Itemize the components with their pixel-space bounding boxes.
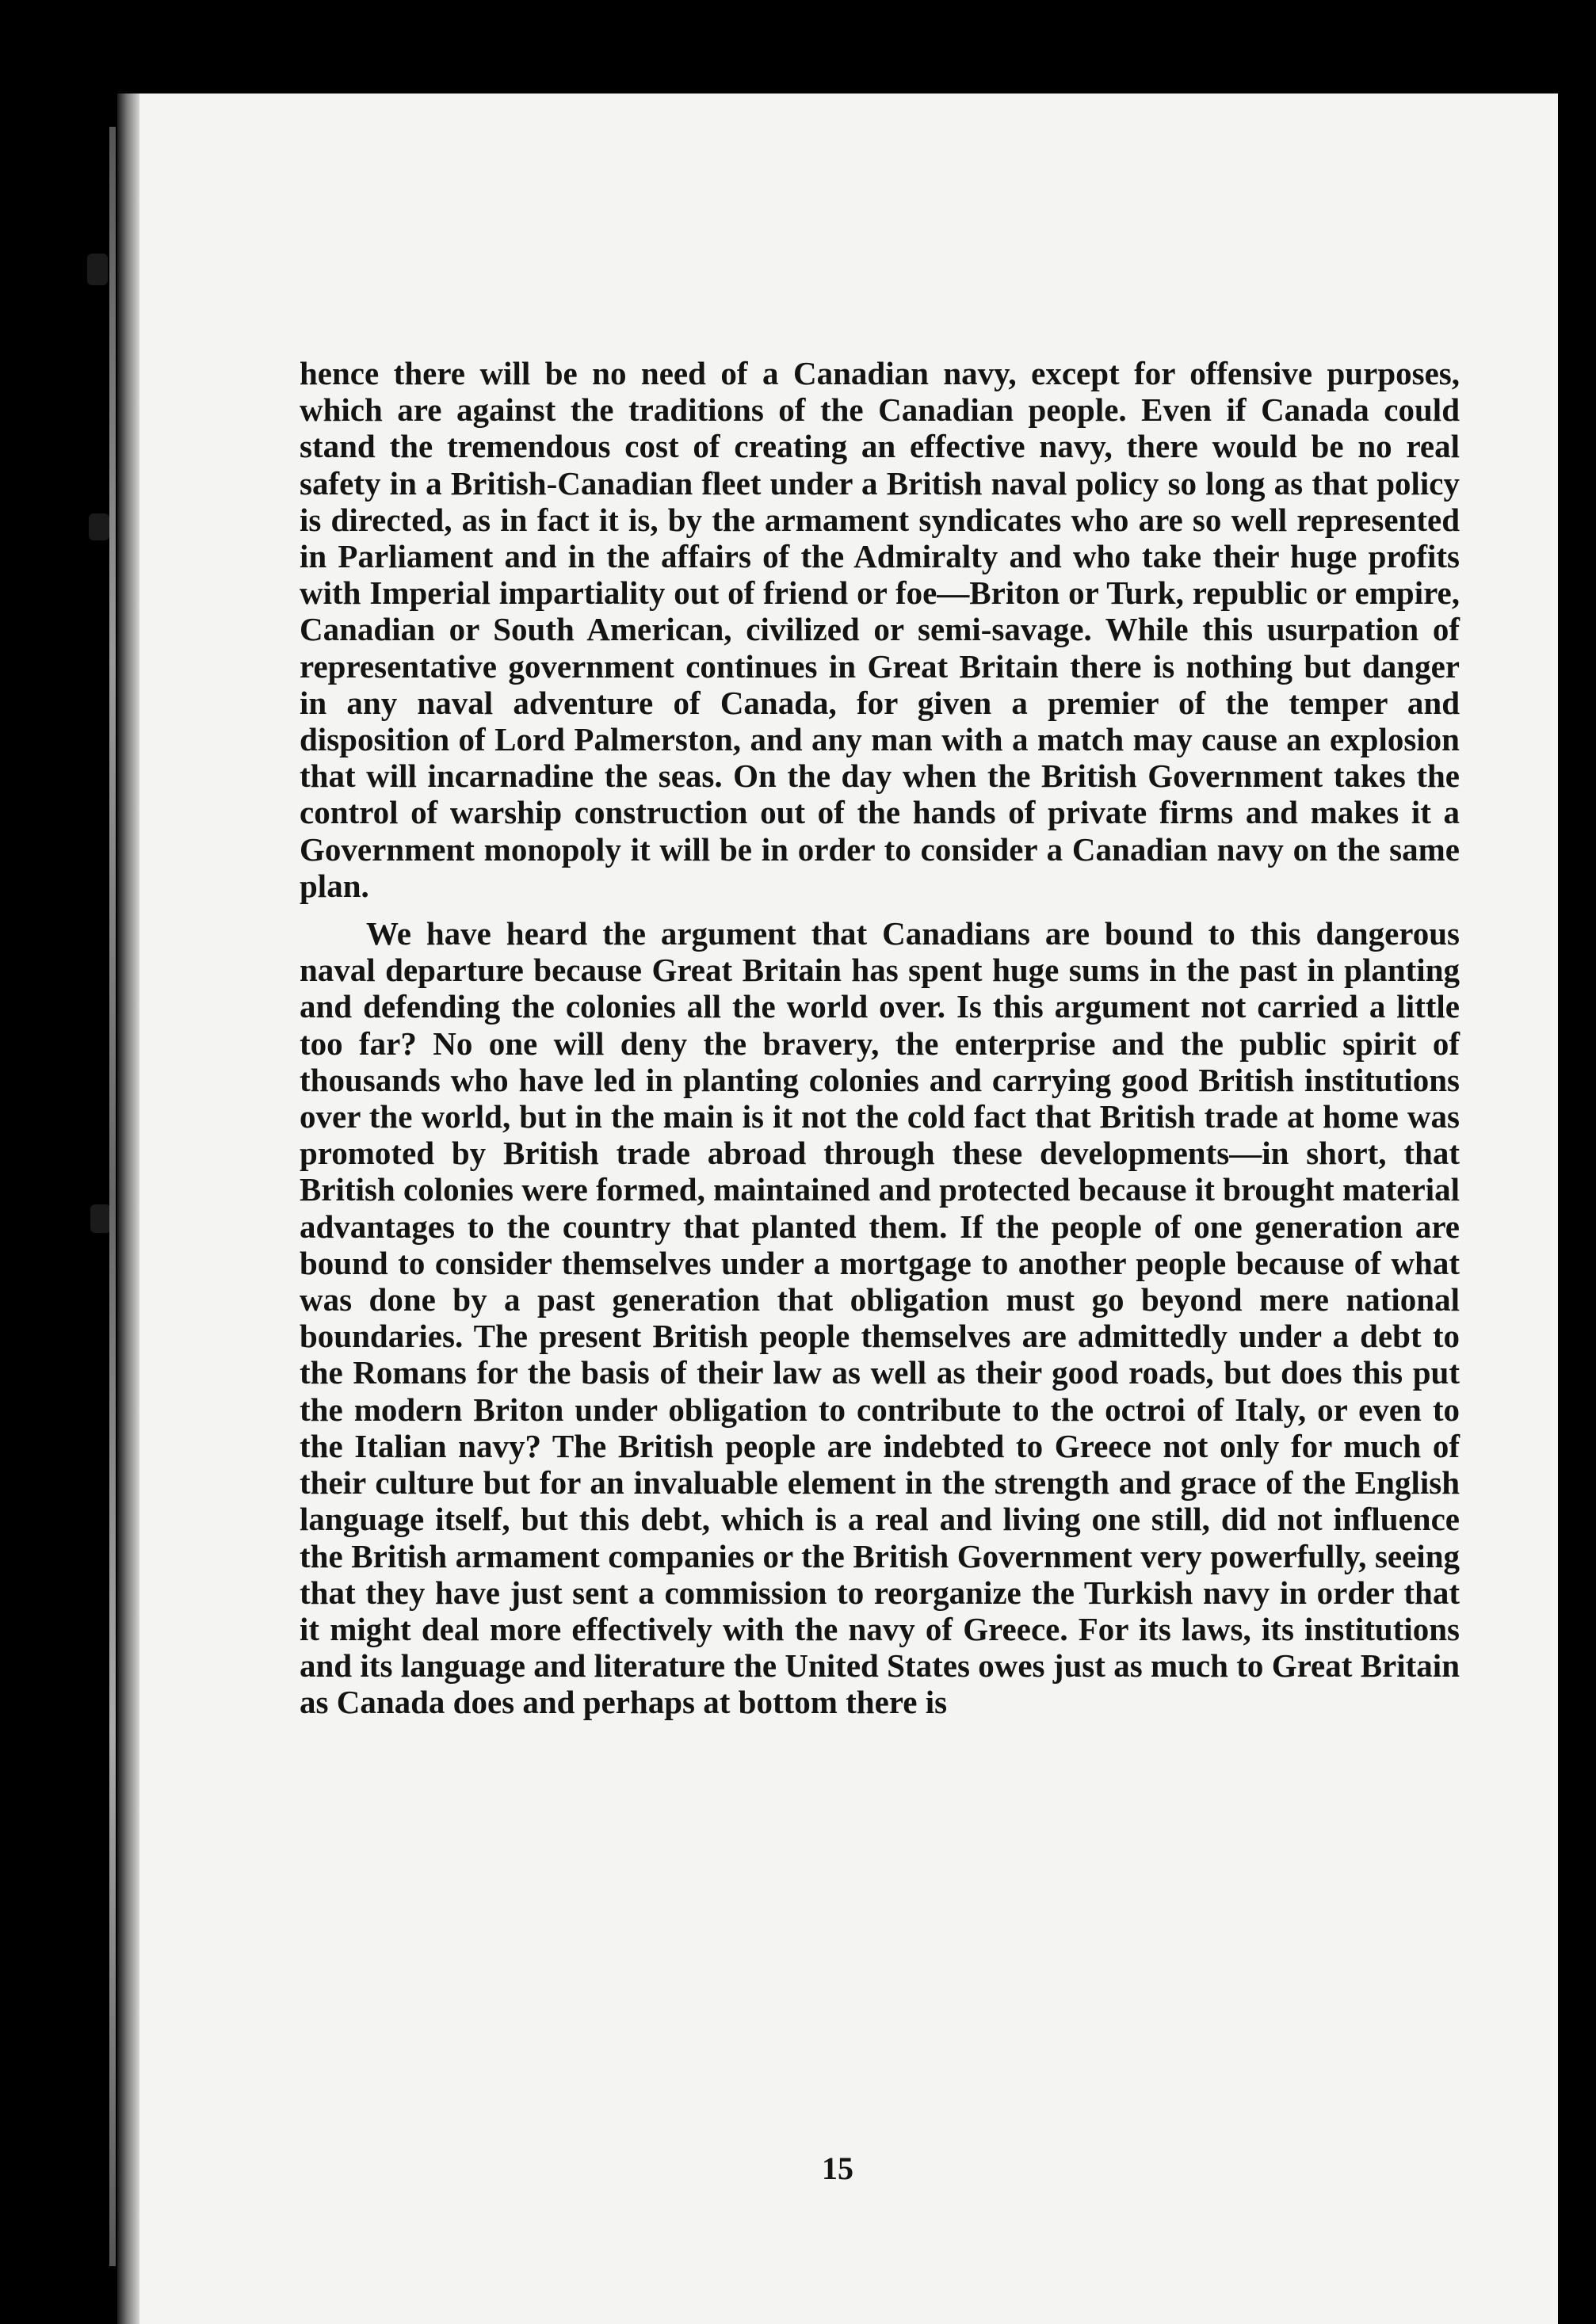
page-binding-edge: [117, 93, 139, 2324]
binding-shadow: [109, 127, 116, 2266]
paragraph-1: hence there will be no need of a Canadian navy, except for offensive purposes, which are against the traditions of the Canadian people. Even if Canada could stand the tremendous cost of creating an effective navy, there would be no real safety in a British-Canadian fleet under a British naval policy so long as that policy is directed, as in fact it is, by the armament syndicates who are so well represented in Parliament and in the affairs of the Admiralty and who take their huge profits with Imperial impartiality out of friend or foe—Briton or Turk, republic or empire, Canadian or South American, civilized or semi-savage. While this usurpation of representative government continues in Great Britain there is nothing but danger in any naval adventure of Canada, for given a premier of the temper and disposition of Lord Palmerston, and any man with a match may cause an explosion that will incarnadine the seas. On the day when the British Government takes the control of warship construction out of the hands of private firms and makes it a Government monopoly it will be in order to consider a Canadian navy on the same plan.: [300, 355, 1460, 904]
body-text: [300, 355, 1460, 1732]
binding-mark: [90, 1204, 111, 1233]
document-page: [117, 93, 1558, 2324]
binding-mark: [89, 513, 109, 540]
paragraph-2: We have heard the argument that Canadians are bound to this dangerous naval departure because Great Britain has spent huge sums in the past in planting and defending the colonies all the world over. Is this argument not carried a little too far? No one will deny the bravery, the enterprise and the public spirit of thousands who have led in planting colonies and carrying good British institutions over the world, but in the main is it not the cold fact that British trade at home was promoted by British trade abroad through these developments—in short, that British colonies were formed, maintained and protected because it brought material advantages to the country that planted them. If the people of one generation are bound to consider themselves under a mortgage to another people because of what was done by a past generation that obligation must go beyond mere national boundaries. The present British people themselves are admittedly under a debt to the Romans for the basis of their law as well as their good roads, but does this put the modern Briton under obligation to contribute to the octroi of Italy, or even to the Italian navy? The British people are indebted to Greece not only for much of their culture but for an invaluable element in the strength and grace of the English language itself, but this debt, which is a real and living one still, did not influence the British armament companies or the British Government very powerfully, seeing that they have just sent a commission to reorganize the Turkish navy in order that it might deal more effectively with the navy of Greece. For its laws, its institutions and its language and literature the United States owes just as much to Great Britain as Canada does and perhaps at bottom there is: [300, 915, 1460, 1721]
binding-mark: [87, 254, 108, 285]
page-number: 15: [822, 2150, 853, 2186]
